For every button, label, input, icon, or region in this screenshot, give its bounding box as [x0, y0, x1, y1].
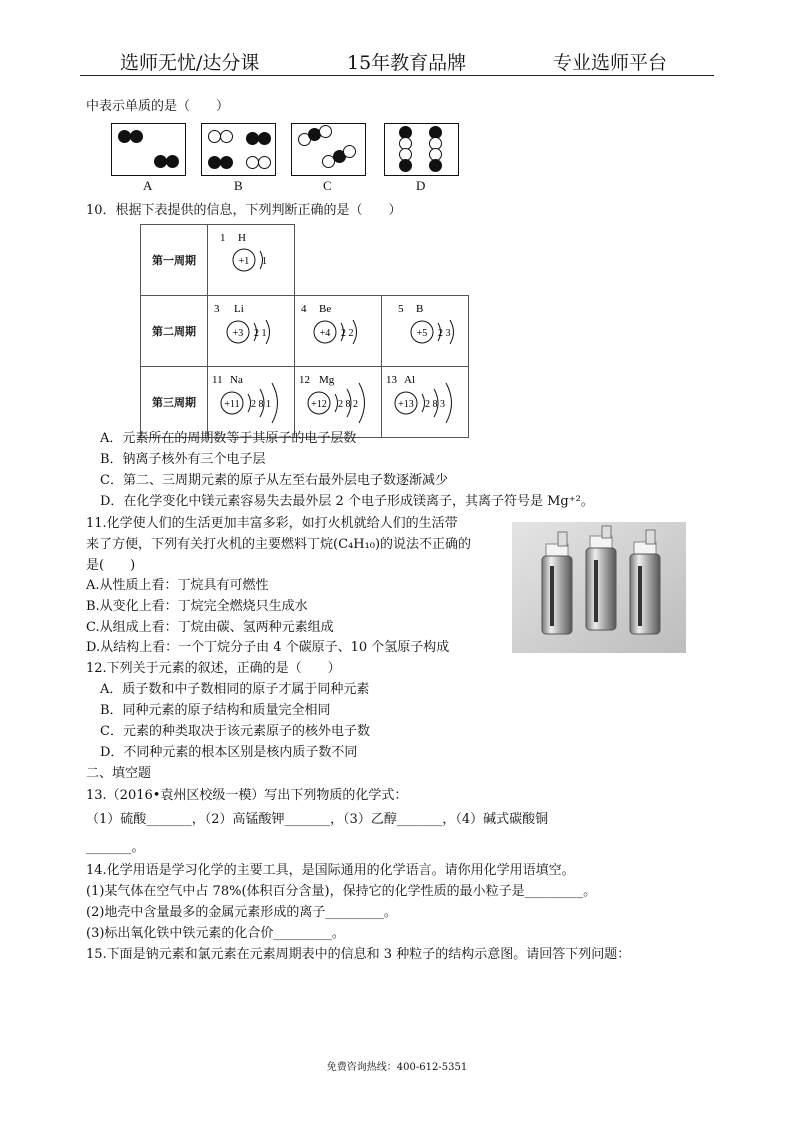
- element-symbol: B: [416, 303, 424, 315]
- q9-label-a: A: [143, 178, 153, 193]
- atomic-number: 11: [212, 374, 223, 386]
- atom-diagram-be: [295, 296, 381, 362]
- lighter-2: [586, 526, 616, 630]
- q12-option-d: D．不同种元素的根本区别是核内质子数不同: [100, 745, 358, 760]
- shell-electrons: 1: [262, 256, 267, 267]
- q12-stem: 12.下列关于元素的叙述，正确的是（ ）: [86, 661, 341, 676]
- q9-box-a: [111, 123, 186, 176]
- lighters-photo: [512, 522, 686, 653]
- q11-stem-line1: 11.化学使人们的生活更加丰富多彩，如打火机就给人们的生活带: [86, 516, 458, 531]
- atomic-number: 5: [398, 303, 404, 315]
- q9-label-b: B: [234, 178, 243, 193]
- q11-option-c: C.从组成上看：丁烷由碳、氢两种元素组成: [86, 620, 334, 635]
- q11-stem-line2: 来了方便，下列有关打火机的主要燃料丁烷(C₄H₁₀)的说法不正确的: [86, 537, 472, 552]
- molecule-atom-filled: [399, 159, 412, 172]
- atom-diagram-li: [208, 296, 294, 362]
- molecule-atom-empty: [343, 145, 356, 158]
- nucleus-charge: +13: [398, 399, 414, 410]
- q14-stem: 14.化学用语是学习化学的主要工具，是国际通用的化学语言。请你用化学用语填空。: [86, 863, 575, 878]
- element-symbol: Al: [404, 374, 415, 386]
- q10-option-b: B．钠离子核外有三个电子层: [100, 452, 266, 467]
- q11-option-a: A.从性质上看：丁烷具有可燃性: [86, 578, 269, 593]
- period-3-label: 第三周期: [141, 367, 208, 438]
- header-slogan: 15年教育品牌: [347, 52, 467, 74]
- q13-blanks: （1）硫酸_______，（2）高锰酸钾_______，（3）乙醇_______，（4）碱式碳酸铜: [86, 812, 549, 827]
- q10-stem: 10．根据下表提供的信息，下列判断正确的是（ ）: [86, 203, 402, 218]
- shell-electrons: 2 8 3: [425, 399, 445, 410]
- q12-option-b: B．同种元素的原子结构和质量完全相同: [100, 703, 331, 718]
- q9-stem: 中表示单质的是（ ）: [86, 99, 230, 114]
- element-cell-na: [208, 367, 295, 438]
- q10-option-a: A．元素所在的周期数等于其原子的电子层数: [100, 431, 357, 446]
- q9-box-b: [201, 123, 276, 176]
- q14-item-3: (3)标出氧化铁中铁元素的化合价_________。: [86, 926, 345, 941]
- molecule-atom-empty: [258, 156, 271, 169]
- footer-hotline: 免费咨询热线：400-612-5351: [326, 1062, 468, 1073]
- element-cell-h: [208, 225, 295, 296]
- q10-option-c: C．第二、三周期元素的原子从左至右最外层电子数逐渐减少: [100, 473, 448, 488]
- atom-diagram-b: [382, 296, 468, 362]
- q12-option-c: C．元素的种类取决于该元素原子的核外电子数: [100, 724, 370, 739]
- molecule-atom-filled: [429, 159, 442, 172]
- q11-option-b: B.从变化上看：丁烷完全燃烧只生成水: [86, 599, 308, 614]
- nucleus-charge: +12: [311, 399, 327, 410]
- q13-stem: 13.（2016•袁州区校级一模）写出下列物质的化学式：: [86, 788, 408, 803]
- shell-electrons: 2 8 2: [338, 399, 358, 410]
- molecule-atom-filled: [166, 155, 179, 168]
- molecule-atom-empty: [319, 125, 332, 138]
- lighter-3: [630, 530, 660, 634]
- nucleus-charge: +1: [238, 256, 250, 267]
- atomic-number: 4: [301, 303, 307, 315]
- nucleus-charge: +5: [416, 328, 428, 339]
- atomic-number: 1: [220, 232, 226, 244]
- atom-diagram-na: [208, 367, 294, 433]
- q14-item-2: (2)地壳中含量最多的金属元素形成的离子_________。: [86, 905, 397, 920]
- element-symbol: H: [238, 232, 246, 244]
- q11-option-d: D.从结构上看：一个丁烷分子由 4 个碳原子、10 个氢原子构成: [86, 640, 450, 655]
- section-heading: 二、填空题: [86, 766, 152, 781]
- atomic-number: 3: [214, 303, 220, 315]
- atom-diagram-h: [208, 225, 294, 291]
- shell-electrons: 2 3: [438, 328, 451, 339]
- atom-diagram-mg: [295, 367, 381, 433]
- periodic-table-excerpt: [140, 224, 469, 438]
- molecule-atom-filled: [220, 156, 233, 169]
- nucleus-charge: +4: [319, 328, 331, 339]
- element-cell-be: [295, 296, 382, 367]
- q9-box-c: [291, 123, 366, 176]
- nucleus-charge: +11: [224, 399, 240, 410]
- q10-option-d: D．在化学变化中镁元素容易失去最外层 2 个电子形成镁离子，其离子符号是 Mg⁺²。: [100, 494, 594, 509]
- header-brand: 选师无忧/达分课: [120, 52, 260, 74]
- element-cell-b: [382, 296, 469, 367]
- element-symbol: Li: [234, 303, 244, 315]
- period-2-label: 第二周期: [141, 296, 208, 367]
- q9-box-d: [384, 123, 459, 176]
- atomic-number: 13: [386, 374, 397, 386]
- element-symbol: Mg: [319, 374, 335, 386]
- element-cell-mg: [295, 367, 382, 438]
- shell-electrons: 2 8 1: [251, 399, 271, 410]
- q15-stem: 15.下面是钠元素和氯元素在元素周期表中的信息和 3 种粒子的结构示意图。请回答下列问题：: [86, 947, 631, 962]
- molecule-atom-filled: [258, 132, 271, 145]
- element-cell-al: [382, 367, 469, 438]
- nucleus-charge: +3: [232, 328, 244, 339]
- molecule-atom-empty: [220, 130, 233, 143]
- element-symbol: Be: [319, 303, 332, 315]
- shell-electrons: 2 2: [341, 328, 354, 339]
- q9-label-d: D: [416, 178, 426, 193]
- element-cell-li: [208, 296, 295, 367]
- lighter-1: [542, 532, 572, 634]
- q12-option-a: A．质子数和中子数相同的原子才属于同种元素: [100, 682, 370, 697]
- molecule-atom-filled: [130, 130, 143, 143]
- element-symbol: Na: [230, 374, 243, 386]
- q11-stem-line3: 是( ): [86, 558, 136, 573]
- q14-item-1: (1)某气体在空气中占 78%(体积百分含量)，保持它的化学性质的最小粒子是_________。: [86, 884, 597, 899]
- q9-label-c: C: [323, 178, 332, 193]
- atomic-number: 12: [299, 374, 310, 386]
- header-platform: 专业选师平台: [553, 52, 668, 74]
- header-divider: [80, 75, 714, 76]
- atom-diagram-al: [382, 367, 468, 433]
- shell-electrons: 2 1: [254, 328, 267, 339]
- q13-blanks-cont: _______。: [86, 840, 145, 855]
- period-1-label: 第一周期: [141, 225, 208, 296]
